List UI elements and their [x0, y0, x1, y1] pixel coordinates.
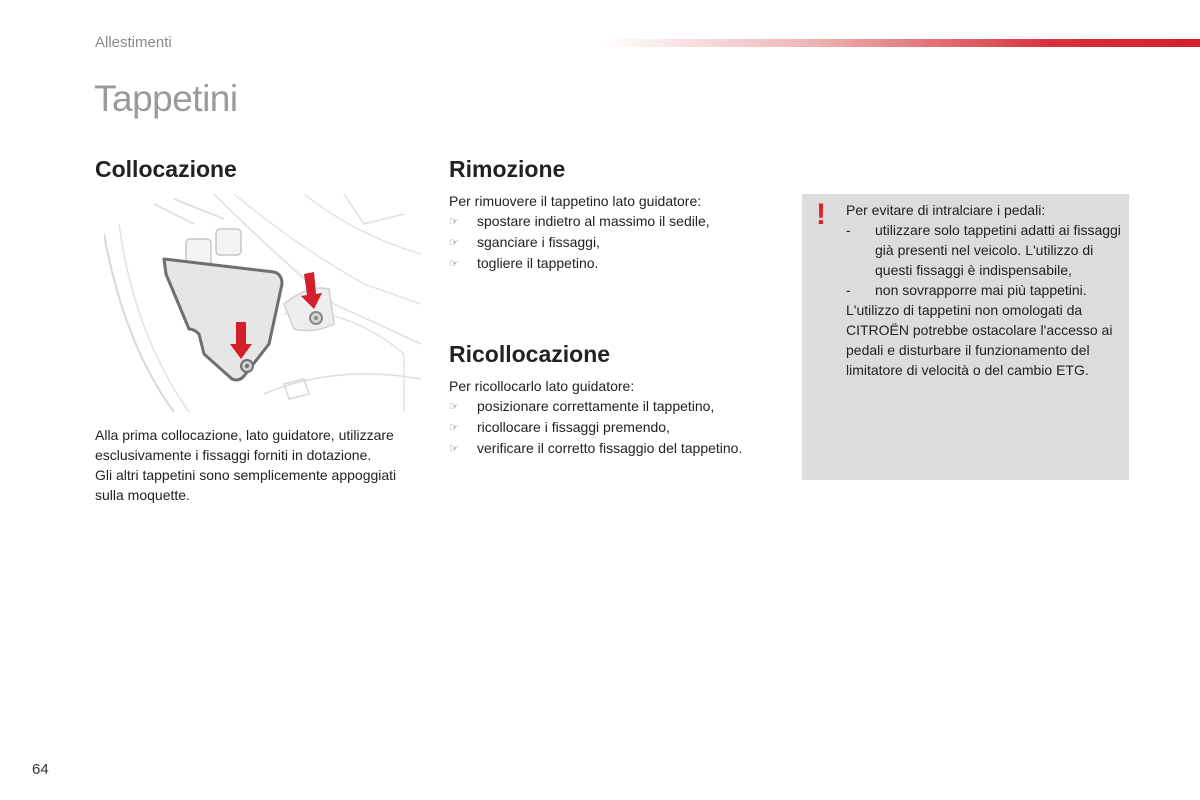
- rimozione-steps: [449, 211, 779, 274]
- heading-rimozione: Rimozione: [449, 156, 566, 182]
- hand-pointer-icon: ☞: [449, 401, 459, 413]
- exclamation-icon: !: [816, 198, 826, 231]
- ricollocazione-intro: Per ricollocarlo lato guidatore:: [449, 378, 635, 394]
- list-item: ☞ ricollocare i fissaggi premendo,: [449, 417, 789, 438]
- section-label: Allestimenti: [95, 34, 172, 51]
- warning-list: [846, 220, 1121, 300]
- heading-ricollocazione: Ricollocazione: [449, 341, 611, 367]
- ricollocazione-text: [449, 376, 789, 459]
- list-item: ☞ sganciare i fissaggi,: [449, 232, 779, 253]
- rimozione-text: [449, 191, 779, 274]
- list-item: - utilizzare solo tappetini adatti ai fissaggi già presenti nel veicolo. L'utilizzo di questi fissaggi è indispensabile,: [846, 222, 1121, 278]
- collocazione-paragraph-1: Alla prima collocazione, lato guidatore, utilizzare esclusivamente i fissaggi forniti in dotazione.: [95, 427, 394, 463]
- warning-outro: L'utilizzo di tappetini non omologati da CITROËN potrebbe ostacolare l'accesso ai pedali e disturbare il funzionamento del limitatore di velocità o del cambio ETG.: [846, 302, 1113, 378]
- page-title: Tappetini: [94, 78, 238, 119]
- floor-mat-fixing-illustration-icon: [104, 194, 421, 412]
- hand-pointer-icon: ☞: [449, 258, 459, 270]
- warning-text: [846, 200, 1121, 380]
- hand-pointer-icon: ☞: [449, 237, 459, 249]
- heading-collocazione: Collocazione: [95, 156, 237, 182]
- warning-box: [802, 194, 1129, 480]
- list-item: ☞ togliere il tappetino.: [449, 253, 779, 274]
- collocazione-text: [95, 425, 405, 505]
- collocazione-paragraph-2: Gli altri tappetini sono semplicemente appoggiati sulla moquette.: [95, 467, 397, 503]
- list-item: ☞ spostare indietro al massimo il sedile,: [449, 211, 779, 232]
- warning-intro: Per evitare di intralciare i pedali:: [846, 202, 1046, 218]
- page-number: 64: [32, 761, 49, 778]
- hand-pointer-icon: ☞: [449, 216, 459, 228]
- hand-pointer-icon: ☞: [449, 422, 459, 434]
- header-accent-bar: [600, 39, 1200, 47]
- ricollocazione-steps: [449, 396, 789, 459]
- list-item: ☞ verificare il corretto fissaggio del tappetino.: [449, 438, 789, 459]
- list-item: - non sovrapporre mai più tappetini.: [846, 282, 1087, 298]
- list-item: ☞ posizionare correttamente il tappetino,: [449, 396, 789, 417]
- hand-pointer-icon: ☞: [449, 443, 459, 455]
- rimozione-intro: Per rimuovere il tappetino lato guidatore:: [449, 193, 702, 209]
